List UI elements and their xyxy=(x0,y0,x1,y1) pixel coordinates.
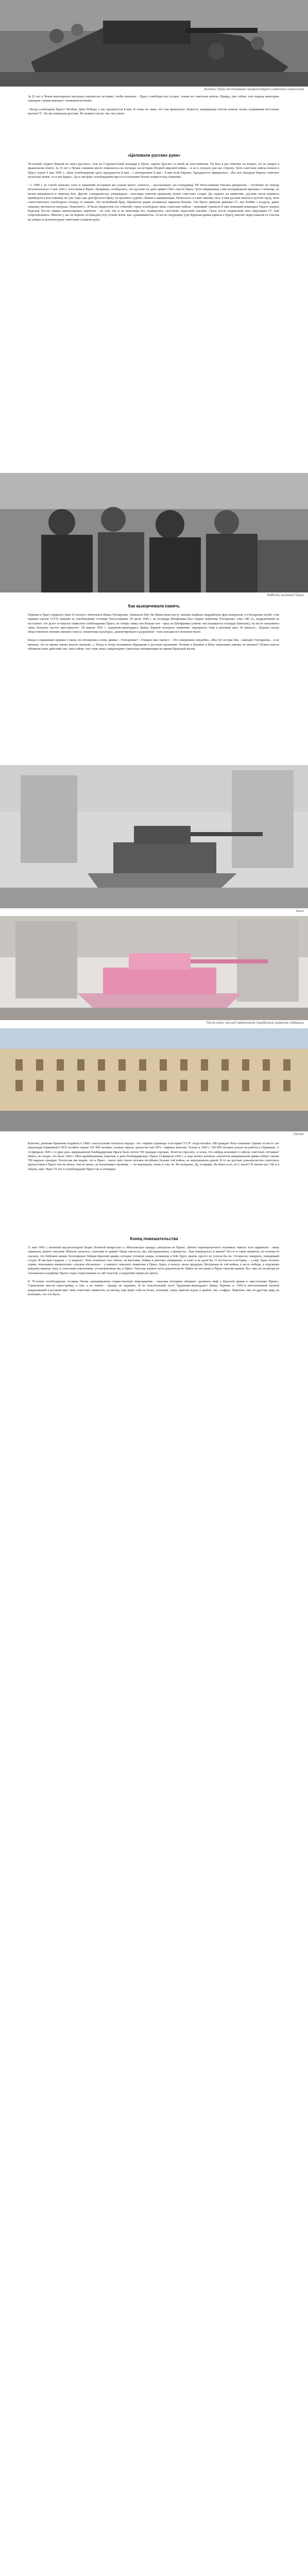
paragraph: Первым в Прагу ворвался танк 25-летнего лейтенанта Ивана Гончаренко. Завязался бой. На Манесовом мосту экипаж подбили гвардейскую фаустпатроном, и Гончаренко погиб, став первым героем СССР, павшим за освобождение столицы Чехословакии. 29 июля 1945 г. на площади Штефаника был открыт памятник Гончаренко: танк «ИС-2», водружённый на постамент. Он долго оставался символом освобождения Праги, но теперь танка там больше нет - пред на Штефаника (сейчас она называется площадь Кинских), на месте монумента лишь большое пустое пространство. 28 апреля 1991 г. художник-авангардист Давид Черный испортил памятник: перекрасил танк в розовый цвет. И написал... Бурную волну общественного мнения лишили статуса «памятника культуры», демонтировали и разрушили - танк находился в военном музее. xyxy=(28,613,279,634)
photo-crowd-greeting-tank xyxy=(0,0,308,87)
photo-tank-monument-before xyxy=(0,765,308,908)
section3-text-2 xyxy=(28,1246,279,1301)
section3-text xyxy=(28,1142,279,1176)
section2-text xyxy=(28,613,279,655)
paragraph: - С 1990 г. из статей чешских газет и заявлений историков мы узнали много «нового», - рассказывает экс-сотрудница ТВ Чехословакии Татьяна Дитрихова. - Особенно по поводу вступительного 5 мая 1945 г. восстания в Праге. Например, сообщалось, что русские не дали армии США спасти Прагу. Хотя американцы сами игнорировали призывы о помощи, не желая ввязываться в тяжёлые бои. Другие «специалисты» утверждали - власовцы помогли пражанам лучше советских солдат. Да, надеясь на амнистию, русские части вермахта примкнули к восставшим, но уже через два дня бросили Прагу на произвол судьбы, сбежав к американцам. Печаталось и такое мнение, мол, 9 мая русские вошли в пустой город, чехи самостоятельно освободили столицу от немцев. Это полнейший бред. Прижелою радио упоминало маршала Конева: «На Прагу двинули дивизии СС, вас бомбят с воздуха, давит танками, кончаются патроны. Помогите!». Я была свидетелем тех событий: город освободили лишь советские войска - немецкий гарнизон 8 мая немецкий командант Праги генерал Рудольф Туссен приказ капитулировал партизан - но они, так и не выполнив его, подверглись «жесткой» кадетской тактики. Сразу после подписания акта оккупации СС ещё сопротивлялись. Многие у нас не верили: на Каждом углу стояли чехов, как «сравниваются». Если на следующее утро Красная армия пришла в Прагу, многие люди плакали от счастья на улицах и целовали руки советским солдатам руки. xyxy=(28,183,279,222)
photo-caption: Жители Праги восторженно приветствуют советских танкистов xyxy=(203,88,304,91)
paragraph: Конечно, решение Брежнева подавить в 1968 г. выступление чешского народа - это «чёрная страница» в истории СССР: тогда погибло 108 граждан Чехо-словакии. Однако за шесть лет оккупации Германией в ЧСР погибло свыше 325 000 человек, сколько евреев, цыган (из них 90% - мирные жители). Только в 1943 г. 350 000 человек угнали на работы в Германию. А 14 февраля 1945 г. в один день американской бомбардировки Праги было почти 700 граждан горожан. Хочется спросить: а чехов, что нибудь вспомнит о гибели советских лётчиков? Никто, не спорю, это было 1942 г. Мои прабабушкины, впрочем, в день бомбардировки. Праги 14 февраля 1945 г. в ходе налёта военных самолётов американской армии гибнут свыше 700 мирных граждан. Почти как мы видим, что в Праге - около трёх тысяч человек погибших больше той войны, не вернувшихся домой. И то же русские доказательства советского присутствия в Праге тем не менее, тем не менее, не испытывает желания, — по вертикали, очень и там, не. Не ветераны. Да, и впрямь. Не было и их, но 2 тысяч? И значит вас? Ну и в общем, ещё. Через 70 лет к освобождении Праги так и очевидно. xyxy=(28,1142,279,1171)
photo-caption: После того, как над памятником поработали пражские либералы xyxy=(206,1022,304,1025)
section-heading: Конец помешательства xyxy=(130,1236,178,1241)
paragraph: 18-летний студент Вицлав не знает русского, стоя на Староместской площади в Праге, парень бросает со мной на англ-тийском. Он был в раз отвечать на вопрос, но не уверен в правильном ответе. За 25 лет в Чехии слишком много поменялось во взглядах на историю Второй мировой войны – и не в лучшую для нас сторону. Хотя советские войска вошли в Прагу утром 9 мая 1945 г., День освобождения здесь празднуется 8 мая - с повторением 8 мая - 8 мая всей Европы. Празднуется официально. «Раз вся Западная Европа отмечает несколько иначе, то и мы будем». Да и сам факт освобождения прессы и политики Чехии ставится под сомнение. xyxy=(28,162,279,179)
paragraph: За 25 лет в Чехии многократно пытались переписать историю, чтобы показать – Прагу освободил кто угодно, только не советские войска. Правда, уже сейчас этот период некоторые граждане страны именуют «помешательством». xyxy=(28,95,279,103)
photo-happy-crowd xyxy=(0,473,308,592)
intro-text xyxy=(28,95,279,120)
photo-pink-tank xyxy=(0,916,308,1020)
paragraph: 11 мая 1945 г. военный кор-респондент Борис Полевой выпрослял в «Московскую правду» репортаж из Праги: «Вечно переворачучного огромных тяжело тело шрапнели - лишь знакомых, вашего писания. Многие, казалось, спасения от армии? Наша смелость, мы, обезоруженные, а фашисты... Как повернулось в жизни? Что-то в такие моменты, но почему-то сказали, что бабушки наших богатырских бойцов Красной армии, которые утопили улицы, попавшие в бой, будто рядом, просто не успели бы их. Оставался, наверное, невидимый солдат. И чистым сердцем — у каждого. Этих огненных глаз сейчас, на выставке, бойцы и девочки, невидимые, в ответ и не дали бы. О честности и истории, – а ещё, через полную серию, показывать внимательно «тысячи обелисков» - у каждого чешского памятник в Праге, будто, в пользу своих прадедов. Ветеранам из той войны, в честь победы, в подсказки каждому вашему окну, к советским поколениям, установленным им, и Праге. Чехи вас вашего пути доказательств. Никто не поставил в Праге опытом памяти. Все они, но несмотря на Ольшанское кладбище Праги сторы стереотипами за счёт властей, а надгробие приносят цветы. xyxy=(28,1246,279,1275)
photo-caption: Радость жителей Праги xyxy=(267,594,304,597)
paragraph: Когда я спрашиваю пражан о танке, их отношение к нему двояко: - Гончаренко? - Говорил мне таксист. - Это совершенно неудобно. «Мы тут ни при чём, - выводит Гончаренко, - я не виноват, что во время смены власти сменили...». Когда к этому вспомнили обращение к русским прохожим. Почему в Берлине и Вене памятники никому не мешают? Новые власти объявили свою действий так: типа сейчас этот танк лишь олицетворяет советскую интервенцию во время Пражской весны. xyxy=(28,638,279,651)
section-heading: Как выкорчевали память xyxy=(128,604,180,608)
section-heading: «Целовали русских руки» xyxy=(127,153,181,158)
photo-caption: Сейчас xyxy=(293,1133,304,1136)
photo-square-now xyxy=(0,1028,308,1131)
photo-caption: Было xyxy=(296,910,304,913)
paragraph: - Когда освободили Прагу? Вообще День Победы у нас празднуется 8 мая. Я точно не знаю, что там произошло. Кажется, американцы хотели помочь чехам, поднявшим восстание против СС. Но им помешали русские. Во всяком случае, нас так учили. xyxy=(28,107,279,115)
intro-text-2 xyxy=(28,162,279,226)
paragraph: К 70-летию освобождения столицы Чехии запланированы торжественные мероприятия - чешские историки обещают «развеять миф о Красной армии в ожесточении Праги». Стремление внести перестройку, в том, а не значит - правду не скрывать. Я не спасительный путь! Художник-авангардист Давид Черный, в -1991-м неотъемлемой шуткой выкрасивший в розовый цвет танк советских танкистов, по-моему, ещё ведёт себя не более, похожим, танку навечно ждать в арабов: так «Анфра». Впрочем, ему по-другому вряд ли вспомнит, что это было. xyxy=(28,1280,279,1296)
